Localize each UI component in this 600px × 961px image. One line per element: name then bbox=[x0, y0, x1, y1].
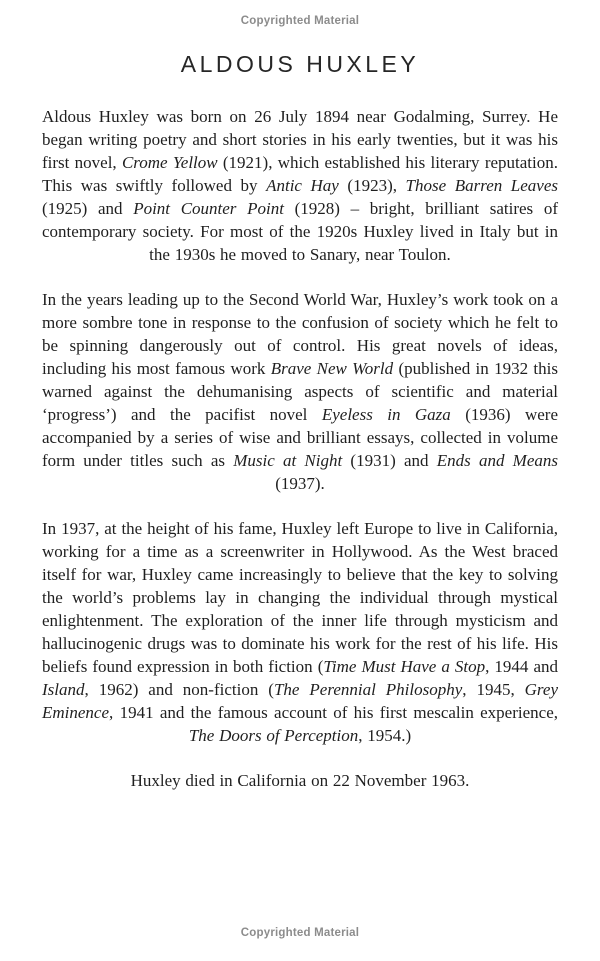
text-run: , 1954.) bbox=[358, 726, 412, 745]
text-run: (published in 1932 this warned against the dehumanising aspects of scientific and material ‘progress’) and the pacifist novel bbox=[42, 359, 558, 424]
book-title-italic: Point Counter Point bbox=[133, 199, 284, 218]
page-title: ALDOUS HUXLEY bbox=[180, 51, 420, 77]
book-title-italic: Antic Hay bbox=[266, 176, 339, 195]
book-title-italic: Crome Yellow bbox=[121, 153, 218, 172]
text-run: Aldous Huxley was born on 26 July 1894 near Godalming, Surrey. He began writing poetry and short stories in his early twenties, but it was his first novel, bbox=[42, 107, 558, 172]
author-biography bbox=[42, 105, 558, 792]
closing-line: Huxley died in California on 22 November 1963. bbox=[130, 771, 470, 790]
text-run: , 1941 and the famous account of his first mescalin experience, bbox=[109, 703, 558, 722]
book-title-italic: Grey Eminence bbox=[42, 680, 559, 722]
book-title-italic: The Perennial Philosophy bbox=[273, 680, 463, 699]
text-run: , 1962) and non-fiction ( bbox=[84, 680, 274, 699]
book-title-italic: Time Must Have a Stop bbox=[323, 657, 486, 676]
book-title-italic: Music at Night bbox=[233, 451, 343, 470]
bio-paragraph-2 bbox=[42, 288, 558, 495]
book-title-italic: Those Barren Leaves bbox=[405, 176, 559, 195]
text-run: , 1945, bbox=[462, 680, 525, 699]
text-run: (1937). bbox=[275, 474, 325, 493]
book-title-italic: Eyeless in Gaza bbox=[321, 405, 451, 424]
book-title-italic: The Doors of Perception bbox=[188, 726, 359, 745]
text-run: (1931) and bbox=[342, 451, 437, 470]
copyright-banner-top: Copyrighted Material bbox=[240, 15, 360, 27]
text-run: In 1937, at the height of his fame, Huxley left Europe to live in California, working for a time as a screenwriter in Hollywood. As the West braced itself for war, Huxley came increasingly to believe that the key to solving the world’s problems lay in changing the individual through mystical enlightenment. The exploration of the inner life through mysticism and hallucinogenic drugs was to dominate his work for the rest of his life. His beliefs found expression in both fiction ( bbox=[42, 519, 558, 676]
text-run: (1921), which established his literary reputation. This was swiftly followed by bbox=[42, 153, 559, 195]
text-run: (1923), bbox=[338, 176, 406, 195]
text-run: (1936) were accompanied by a series of wise and brilliant essays, collected in volume form under titles such as bbox=[42, 405, 559, 470]
bio-paragraph-1 bbox=[42, 105, 558, 266]
book-title-italic: Brave New World bbox=[270, 359, 394, 378]
text-run: (1925) and bbox=[42, 199, 134, 218]
book-title-italic: Ends and Means bbox=[436, 451, 559, 470]
book-title-italic: Island bbox=[42, 680, 85, 699]
text-run: (1928) – bright, brilliant satires of contemporary society. For most of the 1920s Huxley lived in Italy but in the 1930s he moved to Sanary, near Toulon. bbox=[42, 199, 558, 264]
bio-paragraph-3 bbox=[42, 517, 558, 747]
copyright-banner-bottom: Copyrighted Material bbox=[240, 927, 360, 939]
text-run: , 1944 and bbox=[485, 657, 558, 676]
text-run: In the years leading up to the Second World War, Huxley’s work took on a more sombre tone in response to the confusion of society which he felt to be spinning dangerously out of control. His great novels of ideas, including his most famous work bbox=[42, 290, 558, 378]
